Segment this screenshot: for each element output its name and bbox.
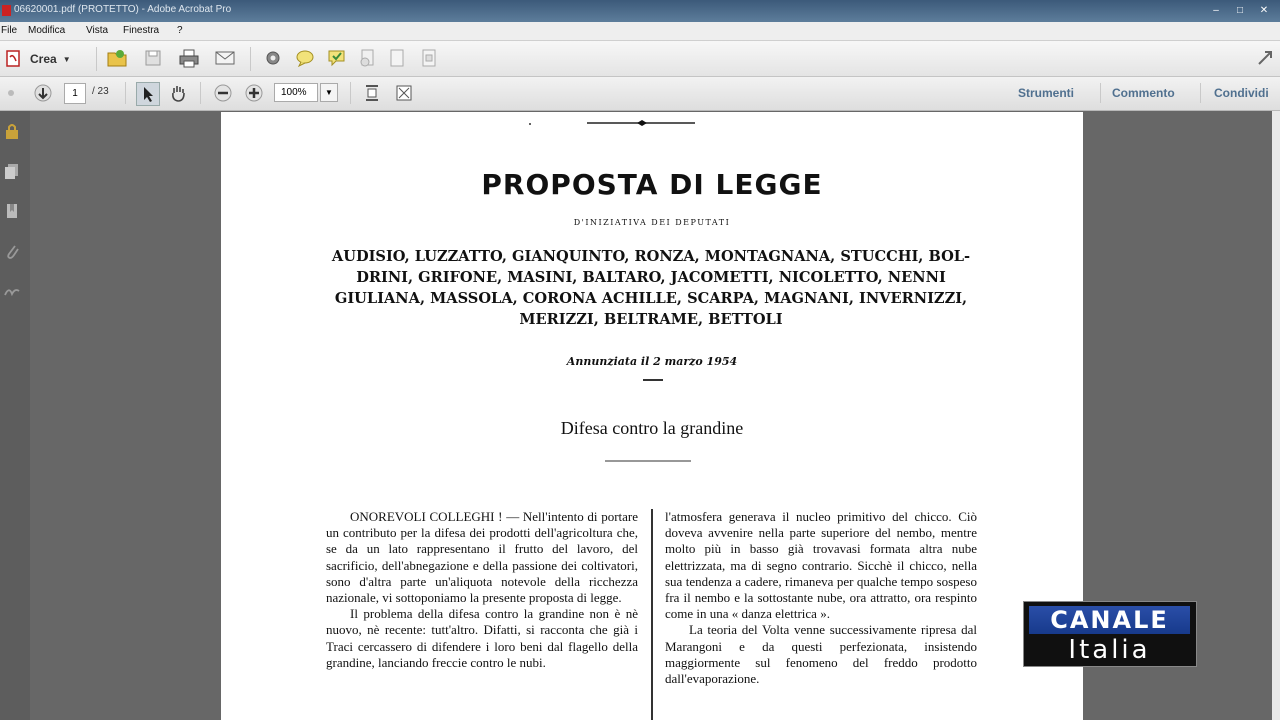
authors-line: DRINI, GRIFONE, MASINI, BALTARO, JACOMETTI, NICOLETTO, NENNI	[356, 269, 946, 286]
page-number-input[interactable]: 1	[64, 83, 86, 104]
paragraph: Il problema della difesa contro la grandine non è nè nuovo, nè recente: tutt'altro. Difatti, si racconta che già i Traci cercassero di difendere i loro beni dal flagello della grandine, lanciando freccie contro le nubi.	[326, 606, 638, 670]
menu-vista[interactable]: Vista	[86, 25, 109, 36]
close-icon[interactable]: ✕	[1259, 4, 1269, 16]
review-icon[interactable]	[326, 47, 348, 69]
email-icon[interactable]	[214, 47, 236, 69]
document-title: PROPOSTA DI LEGGE	[481, 168, 823, 201]
zoom-in-icon[interactable]	[243, 82, 265, 104]
authors-line: AUDISIO, LUZZATTO, GIANQUINTO, RONZA, MONTAGNANA, STUCCHI, BOL-	[331, 248, 971, 265]
navigation-pane	[0, 111, 30, 720]
toolbar-separator	[125, 82, 126, 104]
crea-label: Crea	[30, 52, 57, 66]
create-pdf-icon	[4, 49, 24, 69]
maximize-icon[interactable]: □	[1236, 4, 1244, 16]
short-rule	[641, 378, 665, 382]
save-icon[interactable]	[142, 47, 164, 69]
window-title: 06620001.pdf (PROTETTO) - Adobe Acrobat Pro	[14, 4, 232, 15]
vertical-scrollbar[interactable]	[1272, 111, 1280, 720]
pdf-page	[221, 112, 1083, 720]
chevron-down-icon: ▼	[62, 54, 71, 64]
tools-pane-link[interactable]: Strumenti	[1018, 86, 1075, 100]
signature-icon[interactable]	[2, 281, 22, 301]
minimize-icon[interactable]: –	[1213, 4, 1219, 16]
acrobat-app-icon	[2, 5, 11, 16]
logo-top: CANALE	[1029, 606, 1190, 634]
toolbar-separator	[1100, 83, 1101, 103]
page-icon[interactable]	[386, 47, 408, 69]
bookmark-icon[interactable]	[2, 201, 22, 221]
select-cursor-icon[interactable]	[136, 82, 160, 106]
window-controls	[1206, 2, 1274, 18]
form-icon[interactable]	[418, 47, 440, 69]
menu-modifica[interactable]: Modifica	[28, 25, 66, 36]
ornament-rule	[521, 116, 721, 132]
column-divider	[651, 509, 653, 720]
paragraph: ONOREVOLI COLLEGHI ! — Nell'intento di portare un contributo per la difesa dei prodotti dell'agricoltura che, se da un lato rappresentano il frutto del lavoro, del sacrificio, dell'abnegazione e della passione dei coltivatori, sono d'altra parte un'aliquota notevole della ricchezza nazionale, vi sottoponiamo la presente proposta di legge.	[326, 509, 638, 606]
authors-line: MERIZZI, BELTRAME, BETTOLI	[519, 311, 783, 328]
text-column-right	[665, 509, 977, 687]
fit-page-icon[interactable]	[361, 82, 383, 104]
paragraph: La teoria del Volta venne successivamente ripresa dal Marangoni e da questi perfezionata, insistendo maggiormente sul fenomeno del freddo prodotto dall'evaporazione.	[665, 622, 977, 687]
gear-icon[interactable]	[262, 47, 284, 69]
toolbar-separator	[250, 47, 251, 71]
menu-bar	[0, 22, 1280, 41]
hand-tool-icon[interactable]	[167, 82, 189, 104]
comment-pane-link[interactable]: Commento	[1112, 86, 1175, 100]
toolbar-separator	[200, 82, 201, 104]
print-icon[interactable]	[178, 47, 200, 69]
chevron-down-icon: ▼	[325, 88, 333, 97]
previous-page-icon[interactable]	[3, 82, 19, 104]
attachment-icon[interactable]	[2, 241, 22, 261]
canale-italia-logo	[1023, 601, 1197, 667]
zoom-dropdown-button[interactable]	[320, 83, 338, 102]
document-subtitle: D'INIZIATIVA DEI DEPUTATI	[573, 218, 731, 227]
navigation-toolbar	[0, 77, 1280, 111]
zoom-out-icon[interactable]	[212, 82, 234, 104]
authors-line: GIULIANA, MASSOLA, CORONA ACHILLE, SCARPA, MAGNANI, INVERNIZZI,	[334, 290, 968, 307]
text-column-left	[326, 509, 638, 671]
lock-icon[interactable]	[2, 121, 22, 141]
menu-finestra[interactable]: Finestra	[123, 25, 160, 36]
section-heading: Difesa contro la grandine	[560, 418, 744, 438]
page-total: / 23	[92, 86, 109, 97]
crea-button[interactable]	[4, 49, 71, 69]
toolbar-separator	[1200, 83, 1201, 103]
comment-bubble-icon[interactable]	[294, 47, 316, 69]
pages-thumbnails-icon[interactable]	[2, 161, 22, 181]
document-authors	[325, 246, 977, 330]
paragraph: l'atmosfera generava il nucleo primitivo del chicco. Ciò doveva avvenire nella parte superiore del nembo, mentre molto più in basso già trovavasi formata altra nube elettrizzata, ma di segno contrario. Sicchè il chicco, nella sua tendenza a cadere, rimaneva per qualche tempo sospeso fra il nembo e la sottostante nube, ora attratto, ora respinto come in una « danza elettrica ».	[665, 509, 977, 622]
menu-help[interactable]: ?	[177, 25, 183, 36]
share-pane-link[interactable]: Condividi	[1214, 86, 1269, 100]
main-toolbar	[0, 41, 1280, 77]
expand-icon[interactable]	[1254, 47, 1276, 69]
open-folder-icon[interactable]	[106, 47, 128, 69]
menu-file[interactable]: File	[1, 25, 18, 36]
title-bar	[0, 0, 1280, 22]
toolbar-separator	[350, 82, 351, 104]
next-page-icon[interactable]	[32, 82, 54, 104]
document-icon[interactable]	[356, 47, 378, 69]
zoom-input[interactable]: 100%	[274, 83, 318, 102]
toolbar-separator	[96, 47, 97, 71]
announcement-date: Annunziata il 2 marzo 1954	[566, 355, 738, 368]
logo-bottom: Italia	[1068, 634, 1151, 665]
short-rule	[603, 459, 693, 463]
full-screen-icon[interactable]	[393, 82, 415, 104]
